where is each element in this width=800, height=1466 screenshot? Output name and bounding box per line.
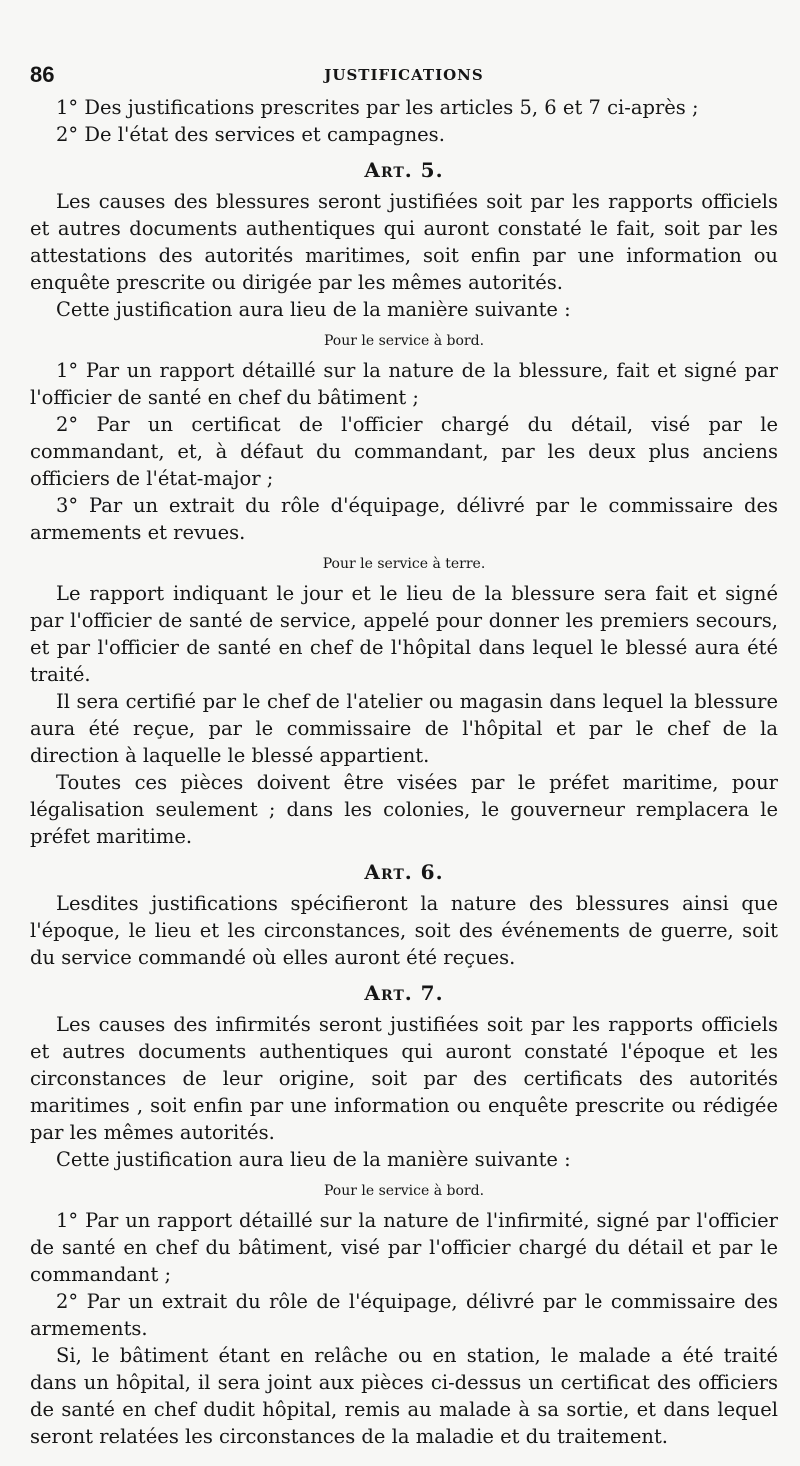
article-7-paragraph-2: Cette justification aura lieu de la manière suivante : bbox=[56, 1148, 571, 1171]
intro-item-1: 1° Des justifications prescrites par les articles 5, 6 et 7 ci-après ; bbox=[56, 96, 699, 119]
article-7-board-item-2: 2° Par un extrait du rôle de l'équipage, délivré par le commissaire des armements. bbox=[30, 1290, 778, 1340]
page-number: 86 bbox=[30, 62, 55, 87]
article-7-heading: Art. 7. bbox=[364, 981, 444, 1005]
article-5-board-item-1: 1° Par un rapport détaillé sur la nature de la blessure, fait et signé par l'officier de santé en chef du bâtiment ; bbox=[30, 359, 778, 409]
article-5-paragraph-1: Les causes des blessures seront justifiées soit par les rapports officiels et autres documents authentiques qui auront constaté le fait, soit par les attestations des autorités maritimes, soit enfin par une information ou enquête prescrite ou dirigée par les mêmes autorités. bbox=[30, 190, 778, 294]
article-5-subheading-board: Pour le service à bord. bbox=[323, 333, 485, 349]
article-5-paragraph-2: Cette justification aura lieu de la manière suivante : bbox=[56, 298, 571, 321]
article-7-subheading-board: Pour le service à bord. bbox=[323, 1183, 485, 1199]
article-6-heading: Art. 6. bbox=[364, 860, 444, 884]
article-5-subheading-land: Pour le service à terre. bbox=[322, 556, 486, 572]
article-5-land-paragraph-1: Le rapport indiquant le jour et le lieu de la blessure sera fait et signé par l'officier de santé de service, appelé pour donner les premiers secours, et par l'officier de santé en chef de l'hôpital dans lequel le blessé aura été traité. bbox=[30, 582, 778, 686]
article-5-board-item-2: 2° Par un certificat de l'officier chargé du détail, visé par le commandant, et, à défaut du commandant, par les deux plus anciens officiers de l'état-major ; bbox=[30, 413, 778, 490]
page-header bbox=[30, 62, 778, 92]
article-5-land-paragraph-3: Toutes ces pièces doivent être visées par le préfet maritime, pour légalisation seulement ; dans les colonies, le gouverneur remplacera le préfet maritime. bbox=[30, 771, 778, 848]
intro-item-2: 2° De l'état des services et campagnes. bbox=[56, 123, 445, 146]
article-5-land-paragraph-2: Il sera certifié par le chef de l'atelier ou magasin dans lequel la blessure aura été reçue, par le commissaire de l'hôpital et par le chef de la direction à laquelle le blessé appartient. bbox=[30, 690, 778, 767]
article-5-board-item-3: 3° Par un extrait du rôle d'équipage, délivré par le commissaire des armements et revues. bbox=[30, 494, 778, 544]
article-7-board-item-1: 1° Par un rapport détaillé sur la nature de l'infirmité, signé par l'officier de santé en chef du bâtiment, visé par l'officier chargé du détail et par le commandant ; bbox=[30, 1209, 778, 1286]
article-5-heading: Art. 5. bbox=[364, 158, 444, 182]
running-head: JUSTIFICATIONS bbox=[324, 66, 484, 84]
article-7-paragraph-3: Si, le bâtiment étant en relâche ou en station, le malade a été traité dans un hôpital, il sera joint aux pièces ci-dessus un certificat des officiers de santé en chef dudit hôpital, remis au malade à sa sortie, et dans lequel seront relatées les circonstances de la maladie et du traitement. bbox=[30, 1344, 778, 1448]
article-6-paragraph-1: Lesdites justifications spécifieront la nature des blessures ainsi que l'époque, le lieu et les circonstances, soit des événements de guerre, soit du service commandé où elles auront été reçues. bbox=[30, 892, 778, 969]
article-7-paragraph-1: Les causes des infirmités seront justifiées soit par les rapports officiels et autres documents authentiques qui auront constaté l'époque et les circonstances de leur origine, soit par des certificats des autorités maritimes , soit enfin par une information ou enquête prescrite ou rédigée par les mêmes autorités. bbox=[30, 1013, 778, 1144]
